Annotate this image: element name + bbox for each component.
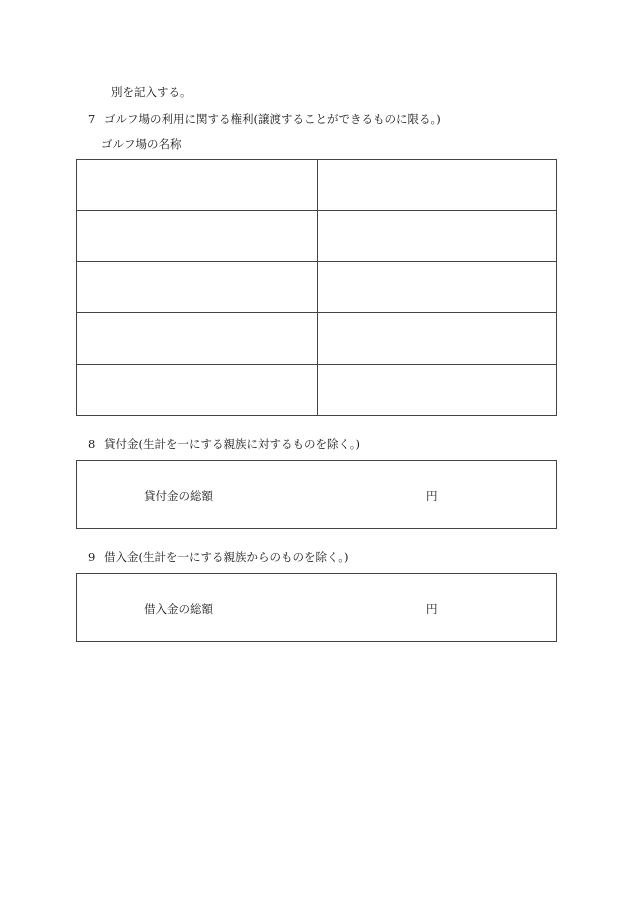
- table-row-divider: [77, 261, 556, 262]
- section7-title: ゴルフ場の利用に関する権利(譲渡することができるものに限る。): [104, 112, 441, 126]
- table-row-divider: [77, 364, 556, 365]
- section9-title: 借入金(生計を一にする親族からのものを除く。): [104, 550, 349, 564]
- table-row-divider: [77, 210, 556, 211]
- golf-course-name-label: ゴルフ場の名称: [101, 137, 182, 151]
- yen-unit: 円: [426, 602, 438, 616]
- table-row-divider: [77, 312, 556, 313]
- yen-unit: 円: [426, 489, 438, 503]
- table-column-divider: [317, 160, 318, 415]
- loan-payable-box: [76, 573, 557, 642]
- section8-number: 8: [88, 437, 96, 451]
- loan-payable-total-label: 借入金の総額: [144, 602, 213, 616]
- section7-number: 7: [88, 112, 96, 126]
- section8-title: 貸付金(生計を一にする親族に対するものを除く。): [104, 437, 360, 451]
- section9-number: 9: [88, 550, 96, 564]
- loan-receivable-box: [76, 460, 557, 529]
- loan-receivable-total-label: 貸付金の総額: [144, 489, 213, 503]
- intro-text: 別を記入する。: [111, 85, 192, 99]
- golf-rights-table: [76, 159, 557, 416]
